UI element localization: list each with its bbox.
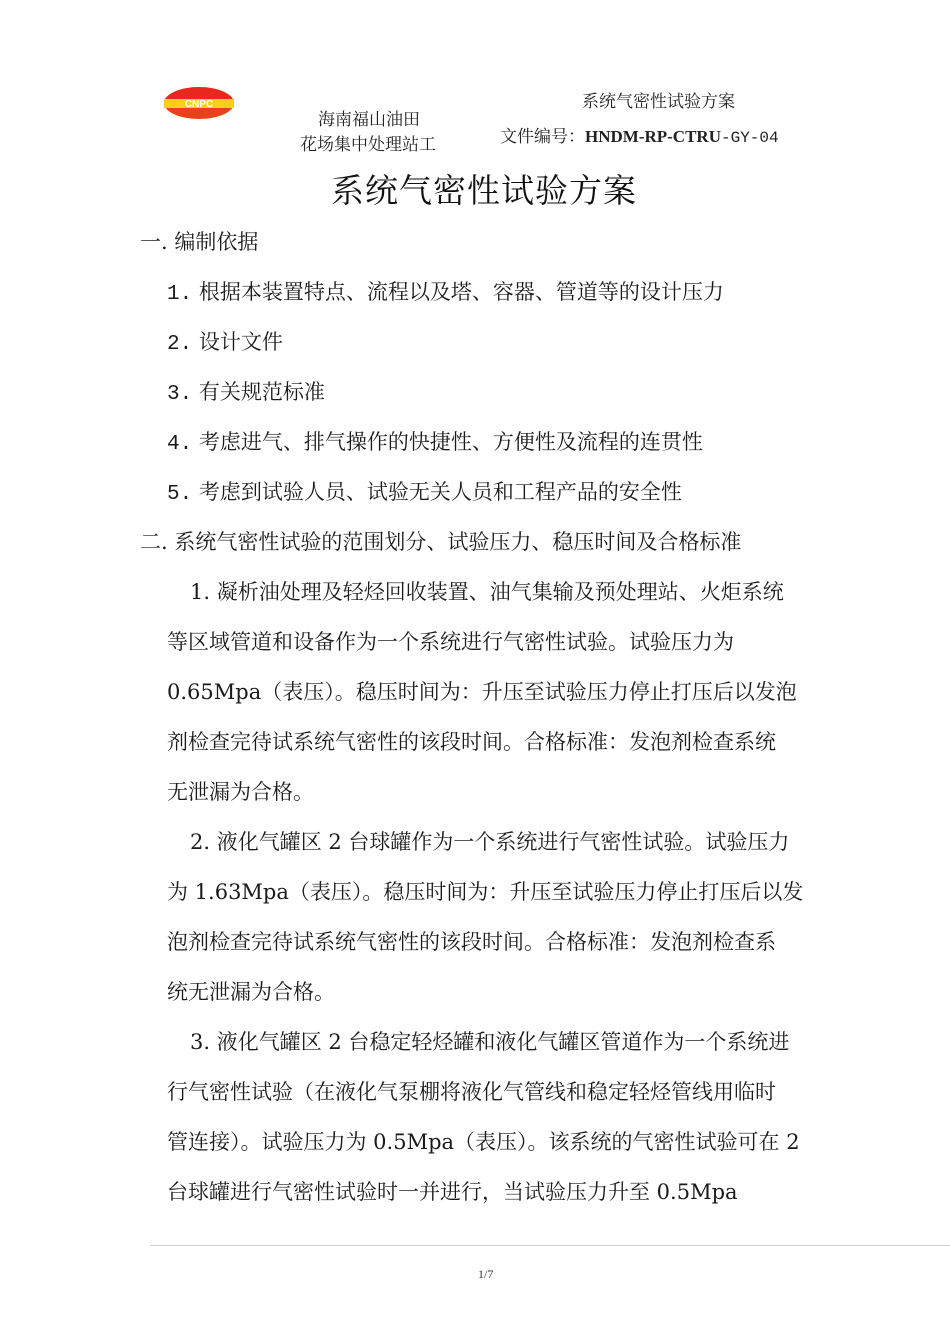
page-title: 系统气密性试验方案 <box>331 171 637 210</box>
list-item: 5. 考虑到试验人员、试验无关人员和工程产品的安全性 <box>167 480 682 506</box>
paragraph-1-line: 剂检查完待试系统气密性的该段时间。合格标准：发泡剂检查系统 <box>167 730 776 754</box>
footer-divider <box>150 1245 950 1246</box>
logo-text: CNPC <box>184 99 214 110</box>
paragraph-1-line: 等区域管道和设备作为一个系统进行气密性试验。试验压力为 <box>167 630 734 654</box>
paragraph-2-line: 2. 液化气罐区 2 台球罐作为一个系统进行气密性试验。试验压力 <box>190 830 790 854</box>
section-1-heading: 一. 编制依据 <box>140 230 259 254</box>
paragraph-3-line: 行气密性试验（在液化气泵棚将液化气管线和稳定轻烃管线用临时 <box>167 1080 776 1104</box>
paragraph-1-line: 0.65Mpa（表压）。稳压时间为：升压至试验压力停止打压后以发泡 <box>167 680 797 704</box>
doc-number-code: HNDM-RP-CTRU <box>585 127 721 146</box>
doc-number-label: 文件编号： <box>500 127 585 147</box>
paragraph-1-line: 1. 凝析油处理及轻烃回收装置、油气集输及预处理站、火炬系统 <box>190 580 784 604</box>
paragraph-2-line: 泡剂检查完待试系统气密性的该段时间。合格标准：发泡剂检查系 <box>167 930 776 954</box>
section-2-heading: 二. 系统气密性试验的范围划分、试验压力、稳压时间及合格标准 <box>140 530 742 554</box>
doc-number-suffix: -GY-04 <box>720 129 779 147</box>
paragraph-3-line: 台球罐进行气密性试验时一并进行，当试验压力升至 0.5Mpa <box>167 1180 738 1204</box>
paragraph-3-line: 管连接）。试验压力为 0.5Mpa（表压）。该系统的气密性试验可在 2 <box>167 1130 800 1154</box>
org-line-2: 花场集中处理站工 <box>300 135 436 155</box>
page-number: 1/7 <box>478 1267 494 1281</box>
paragraph-2-line: 统无泄漏为合格。 <box>167 980 335 1004</box>
list-item: 3. 有关规范标准 <box>167 380 325 406</box>
doc-number <box>500 122 779 147</box>
paragraph-1-line: 无泄漏为合格。 <box>167 780 314 804</box>
org-line-1: 海南福山油田 <box>318 110 420 130</box>
paragraph-2-line: 为 1.63Mpa（表压）。稳压时间为：升压至试验压力停止打压后以发 <box>167 880 804 904</box>
list-item: 2. 设计文件 <box>167 330 283 356</box>
doc-title-small: 系统气密性试验方案 <box>582 92 735 112</box>
list-item: 4. 考虑进气、排气操作的快捷性、方便性及流程的连贯性 <box>167 430 703 456</box>
list-item: 1. 根据本装置特点、流程以及塔、容器、管道等的设计压力 <box>167 280 724 306</box>
paragraph-3-line: 3. 液化气罐区 2 台稳定轻烃罐和液化气罐区管道作为一个系统进 <box>190 1030 790 1054</box>
cnpc-logo <box>163 86 235 120</box>
